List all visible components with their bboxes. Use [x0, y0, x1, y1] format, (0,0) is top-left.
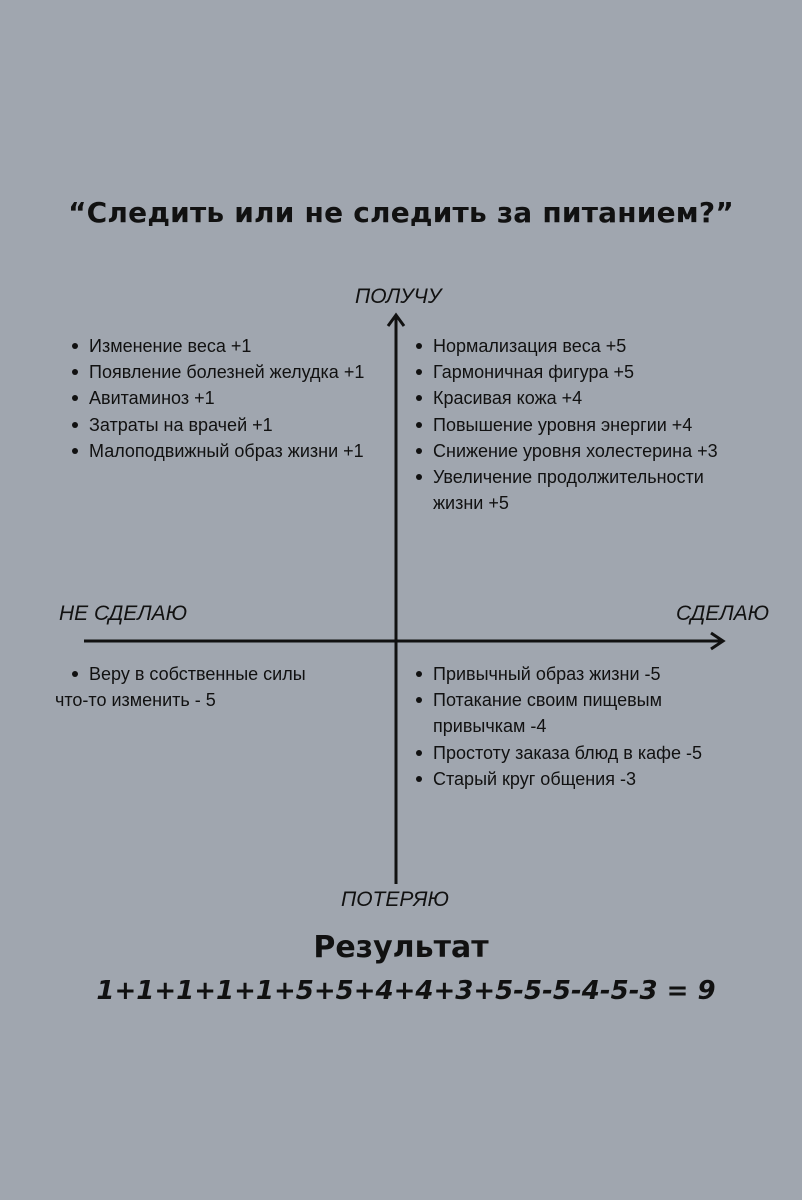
- list-item: Потакание своим пищевым привычкам -4: [413, 687, 718, 739]
- list-item: Затраты на врачей +1: [69, 412, 364, 438]
- axis-label-bottom: ПОТЕРЯЮ: [341, 888, 449, 911]
- list-item-continuation: что-то изменить - 5: [55, 690, 216, 711]
- quadrant-bottom-left-list: [55, 661, 306, 713]
- list-item: Простоту заказа блюд в кафе -5: [413, 740, 753, 766]
- list-item: Увеличение продолжительности жизни +5: [413, 464, 738, 516]
- quadrant-top-right-list: [413, 333, 753, 516]
- page-title: “Следить или не следить за питанием?”: [68, 196, 734, 229]
- list-item: Авитаминоз +1: [69, 385, 364, 411]
- list-item: Повышение уровня энергии +4: [413, 412, 753, 438]
- quadrant-bottom-right-list: [413, 661, 753, 792]
- axis-label-left: НЕ СДЕЛАЮ: [59, 602, 188, 625]
- list-item: Снижение уровня холестерина +3: [413, 438, 753, 464]
- list-item: Красивая кожа +4: [413, 385, 753, 411]
- result-formula: 1+1+1+1+1+5+5+4+4+3+5-5-5-4-5-3 = 9: [96, 976, 716, 1006]
- axis-label-right: СДЕЛАЮ: [676, 602, 770, 625]
- axis-label-top: ПОЛУЧУ: [355, 285, 442, 308]
- result-title: Результат: [313, 930, 489, 965]
- list-item: Привычный образ жизни -5: [413, 661, 753, 687]
- list-item: Старый круг общения -3: [413, 766, 753, 792]
- list-item: Веру в собственные силы: [55, 661, 306, 687]
- quadrant-top-left-list: [69, 333, 364, 464]
- list-item: Изменение веса +1: [69, 333, 364, 359]
- list-item: Малоподвижный образ жизни +1: [69, 438, 364, 464]
- list-item: Гармоничная фигура +5: [413, 359, 753, 385]
- list-item: Нормализация веса +5: [413, 333, 753, 359]
- bullet-icon: [72, 671, 78, 677]
- list-item: Появление болезней желудка +1: [69, 359, 364, 385]
